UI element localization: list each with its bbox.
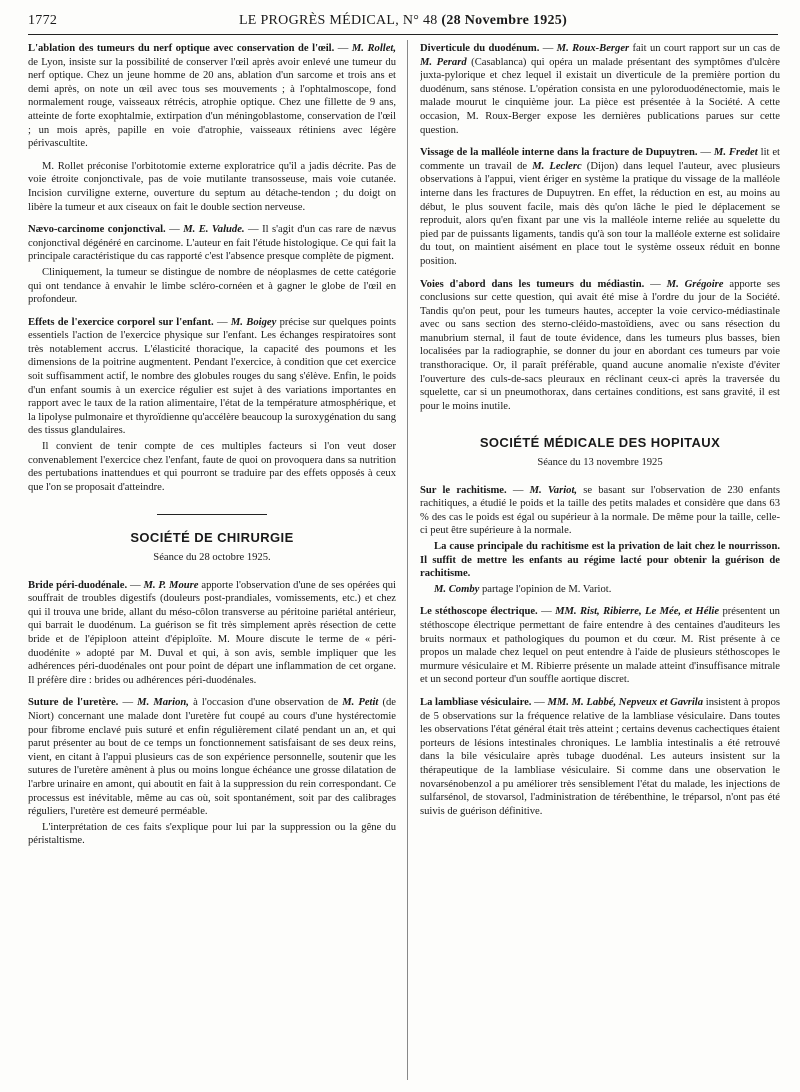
article-body: à l'occasion d'une observation de <box>188 697 343 709</box>
article-author: M. Leclerc <box>532 160 582 172</box>
section-rule <box>157 514 267 515</box>
section-title: SOCIÉTÉ DE CHIRURGIE <box>130 530 294 546</box>
article-body: — Il s'agit d'un cas rare de nævus conjonctival dégénéré en carcinome. L'auteur en fait l'étude histologique. Ce qui fait la principale caractéristique du cas rapporté c'est l'absence presque complète de pigment. <box>28 224 396 263</box>
paragraph <box>420 278 780 414</box>
paragraph <box>420 605 780 687</box>
section-spacer <box>420 422 780 436</box>
article-title: L'ablation des tumeurs du nerf optique avec conservation de l'œil. <box>28 43 335 54</box>
dash: — <box>165 224 184 236</box>
article-author: M. E. Valude. <box>183 224 245 236</box>
paragraph <box>28 223 396 264</box>
article-title: Le stéthoscope électrique. <box>420 606 538 618</box>
article-body: présentent un stéthoscope électrique permettant de faire entendre à des centaines d'auditeurs les bruits normaux et pathologiques du poumon et du cœur. M. Rist présente à ce propos un malade chez lequel on peut entendre à l'aide de plusieurs stéthoscopes le murmure vésiculaire et M. Ribierre présente un malade atteint d'insuffisance mitrale et un second porteur d'un souffle aortique discret. <box>420 606 780 686</box>
issue-number: N° 48 <box>402 13 438 28</box>
paragraph: Cliniquement, la tumeur se distingue de nombre de néoplasmes de cette catégorie qui ont tendance à envahir le limbe scléro-cornéen et à gagner le globe de l'œil en profondeur. <box>28 266 396 306</box>
paragraph <box>28 696 396 818</box>
article-author: M. Comby <box>434 583 480 595</box>
article-title: Effets de l'exercice corporel sur l'enfant. <box>28 316 214 328</box>
running-header <box>28 10 778 35</box>
article-author: M. Rollet, <box>351 43 396 54</box>
article-body: (de Niort) concernant une malade dont l'uretère fut coupé au cours d'une hystérectomie pour fibrome enclavé puis suturé et enfin régulièrement cilaté pendant un an, et qui parut présenter au bout de ce temps un fonctionnement satisfaisant de ses deux reins, vient, en citant à l'appui plusieurs cas de son expérience personnelle, soutenir que les sutures de l'uretère amènent à plus ou moins longue échéance une grosse dilatation de l'arbre urinaire en amont, qui aboutit en fait à la suppression du rein correspondant. Ce processus est inévitable, même au cas où, soit spontanément, soit par des calibrages réguliers, l'uretère est demeuré perméable. <box>28 697 396 818</box>
article-author: M. Roux-Berger <box>556 43 630 54</box>
article-author: MM. M. Labbé, Nepveux et Gavrila <box>547 696 704 708</box>
dash: — <box>697 147 714 159</box>
article-peri-duodenal <box>28 579 396 688</box>
article-rickets <box>420 484 780 597</box>
article-author: M. Boigey <box>230 316 277 328</box>
article-body: précise sur quelques points essentiels l'action de l'exercice physique sur l'enfant. Les échanges respiratoires sont très notablement accrus. L'élasticité thoracique, la capacité des poumons et les dimensions de la poitrine augmentent. Pendant l'exercice, à condition que cet exercice soit suffisamment actif, le nombre des globules rouges du sang s'élève. Enfin, le poids d'un enfant soumis à un exercice régulier est sujet à des variations importantes en rapport avec le taux de la ration alimentaire, l'état de la température atmosphérique, et la lipolyse pulmonaire et thyroïdienne qu'accélère beaucoup la suroxygénation du sang des tissus glandulaires. <box>28 316 396 437</box>
article-ureter-suture <box>28 696 396 848</box>
right-column <box>420 42 780 1080</box>
section-title: SOCIÉTÉ MÉDICALE DES HOPITAUX <box>479 435 721 451</box>
article-body: (Dijon) dans lequel l'auteur, avec plusieurs observations à l'appui, vient ériger en système la pratique du vissage de la malléole interne dans les fractures de Dupuytren. En effet, la réduction en est, au moins au début, le plus souvent facile, mais dès qu'on lâche le pied le déplacement se reproduit, alors qu'en fixant par une vis la malléole interne reliée au squelette du pied par de puissants ligaments, tandis qu'à son tour la malléole externe est solidaire du tout, on maintient aisément en place tout le système osseux réduit en bonne position. <box>420 160 780 267</box>
paragraph <box>28 579 396 688</box>
column-divider <box>407 40 408 1080</box>
article-malleolus-screw <box>420 146 780 268</box>
paragraph: La cause principale du rachitisme est la privation de lait chez le nourrisson. Il suffit de mettre les enfants au régime lacté pour obtenir la guérison de rachitisme. <box>420 541 780 580</box>
article-mediastinal-tumors <box>420 278 780 414</box>
article-body: apporte ses conclusions sur cette question, qui avait été mise à l'ordre du jour de la Société. Tandis qu'on peut, pour les tumeurs hautes, accepter la voie cervico-médiastinale avec ou sans section des sterno-cléido-mastoïdiens, avec ou sans résection du manubrium sternal, il faut de toute évidence, dans les tumeurs plus basses, bien localisées par la radiographie, se donner du jour en abordant ces tumeurs par voie transthoracique. Or, il paraît préférable, quand aucune anomalie n'existe d'éviter l'ouverture des culs-de-sacs pleuraux en réclinant ceux-ci après la traversée du squelette, car si un pneumothorax, dans certaines conditions, est sans gravité, il est pour le moins inutile. <box>420 278 780 412</box>
dash: — <box>334 43 352 54</box>
article-title: Voies d'abord dans les tumeurs du médiastin. <box>420 278 645 290</box>
article-author: M. Petit <box>342 697 379 709</box>
article-title: La lambliase vésiculaire. <box>420 696 532 708</box>
article-author: M. Perard <box>420 56 467 68</box>
article-author: M. Fredet <box>713 147 758 159</box>
article-exercise-child <box>28 316 396 495</box>
paragraph <box>420 146 780 268</box>
article-body: insistent à propos de 5 observations sur la fréquence relative de la lambliase vésiculaire. Dans toutes les observations l'état général était très atteint ; certains devenus cachectiques étaient porteurs de lésions intestinales chroniques. Le lamblia intestinalis a été retrouvé dans la bile vésiculaire après tubage duodénal. Les auteurs insistent sur la thérapeutique de la lambliase vésiculaire. Si comme dans une observation le novarsénobenzol a pu améliorer très sensiblement l'état du malade, les injections de sulfarsénol, de stovarsol, l'administration de térébenthine, le tréparsol, n'ont pas été suivis de guérison définitive. <box>420 696 780 817</box>
dash: — <box>531 696 548 708</box>
article-body: de Lyon, insiste sur la possibilité de conserver l'œil après avoir enlevé une tumeur du nerf optique. Chez un jeune homme de 20 ans, ablation d'un sarcome et trois ans et demi après, on note un œil avec tous ses mouvements ; à l'ophtalmoscope, fond normalement rouge, vaisseaux rétrécis, atrophie optique. Chez une fillette de 9 ans, atteinte de forte exophtalmie, extirpation d'un méningoblastome, conservation de l'œil ; un mois après, papille en voie d'atrophie, vaisseaux rétiniens avec légère périvascultite. <box>28 56 396 150</box>
article-author: MM. Rist, Ribierre, Le Mée, et Hélie <box>555 606 720 618</box>
article-title: Vissage de la malléole interne dans la fracture de Dupuytren. <box>420 147 698 159</box>
article-electric-stethoscope <box>420 605 780 687</box>
left-column <box>28 42 396 1080</box>
article-body: apporte l'observation d'une de ses opérées qui souffrait de troubles digestifs (douleurs post-prandiales, vomissements, etc.) et chez qui il trouva une bride, allant du méso-côlon transverse au péritoine pariétal antérieur, qui barrait le duodénum. La guérison se fit très simplement après résection de cette bride et de l'épiploon atteint d'épiploïte. M. Moure discute le terme de « péri-duodénite » adopté par M. Duval et qui, à son avis, semble impliquer que les adhérences péri-duodénales ont pour point de départ une inflammation de cet organe. Il préfère dire : brides ou adhérences péri-duodénales. <box>28 579 396 686</box>
article-body: fait un court rapport sur un cas de <box>629 43 780 54</box>
article-body: (Casablanca) qui opéra un malade présentant des symptômes d'ulcère juxta-pylorique et chez lequel il existait un diverticule de la première portion du duodénum, sans sténose. L'opération consista en une pyloroduodénectomie, mais le malade mourut le cinquième jour. La pièce est présentée à la Société. A cette occasion, M. Roux-Berger expose les dernières publications parues sur cette question. <box>420 56 780 136</box>
dash: — <box>118 697 138 709</box>
article-optic-nerve <box>28 42 396 214</box>
issue-date: (28 Novembre 1925) <box>441 13 568 28</box>
article-title: Nævo-carcinome conjonctival. <box>28 224 166 236</box>
article-body: lit et commente un travail de <box>420 147 780 172</box>
dash: — <box>127 579 144 591</box>
article-author: M. Marion, <box>137 697 189 709</box>
article-lambliasis <box>420 696 780 818</box>
session-date: Séance du 28 octobre 1925. <box>153 552 271 563</box>
article-duodenal-diverticulum <box>420 42 780 137</box>
paragraph: Il convient de tenir compte de ces multiples facteurs si l'on veut doser convenablement l'exercice chez l'enfant, faute de quoi on provoquera dans sa nutrition des pertubations inattendues et qui pourront se traduire par des effets opposés à ceux que l'on se proposait d'atteindre. <box>28 441 396 493</box>
running-title <box>28 13 778 29</box>
paragraph <box>420 42 780 137</box>
paragraph <box>28 42 396 151</box>
dash: — <box>537 606 556 618</box>
paragraph <box>420 696 780 818</box>
paragraph <box>420 484 780 538</box>
session-date: Séance du 13 novembre 1925 <box>537 457 663 469</box>
article-body: partage l'opinion de M. Variot. <box>479 583 612 595</box>
dash: — <box>644 278 667 290</box>
article-title: Diverticule du duodénum. <box>420 43 540 54</box>
article-author: M. P. Moure <box>143 579 199 591</box>
page-number: 1772 <box>28 13 58 28</box>
paragraph: L'interprétation de ces faits s'explique pour lui par la suppression ou la gêne du péristaltisme. <box>28 821 396 847</box>
paragraph <box>28 316 396 438</box>
paragraph: M. Rollet préconise l'orbitotomie externe exploratrice qu'il a jadis décrite. Pas de voie étroite conjonctivale, pas de voie mutilante transosseuse, mais voie cutanée. Incision curviligne externe, ouverture du septum au détache-tendon ; du doigt on libère la tumeur et aux ciseaux on fait le double section nerveuse. <box>28 160 396 213</box>
article-title: Sur le rachitisme. <box>420 484 507 496</box>
dash: — <box>539 43 557 54</box>
article-title: Bride péri-duodénale. <box>28 579 128 591</box>
article-title: Suture de l'uretère. <box>28 697 119 709</box>
journal-title: LE PROGRÈS MÉDICAL, <box>238 13 400 28</box>
dash: — <box>506 484 530 496</box>
article-author: M. Variot, <box>529 484 578 496</box>
article-body: se basant sur l'observation de 230 enfants rachitiques, a étudié le poids et la taille des petits malades et considère que dans 63 % des cas le poids est égal ou supérieur à la normale. De même pour la taille, celle-ci peut être supérieure à la normale. <box>420 484 780 537</box>
article-naevo-carcinoma <box>28 223 396 307</box>
dash: — <box>213 316 231 328</box>
article-author: M. Grégoire <box>666 278 724 290</box>
paragraph <box>420 583 780 597</box>
